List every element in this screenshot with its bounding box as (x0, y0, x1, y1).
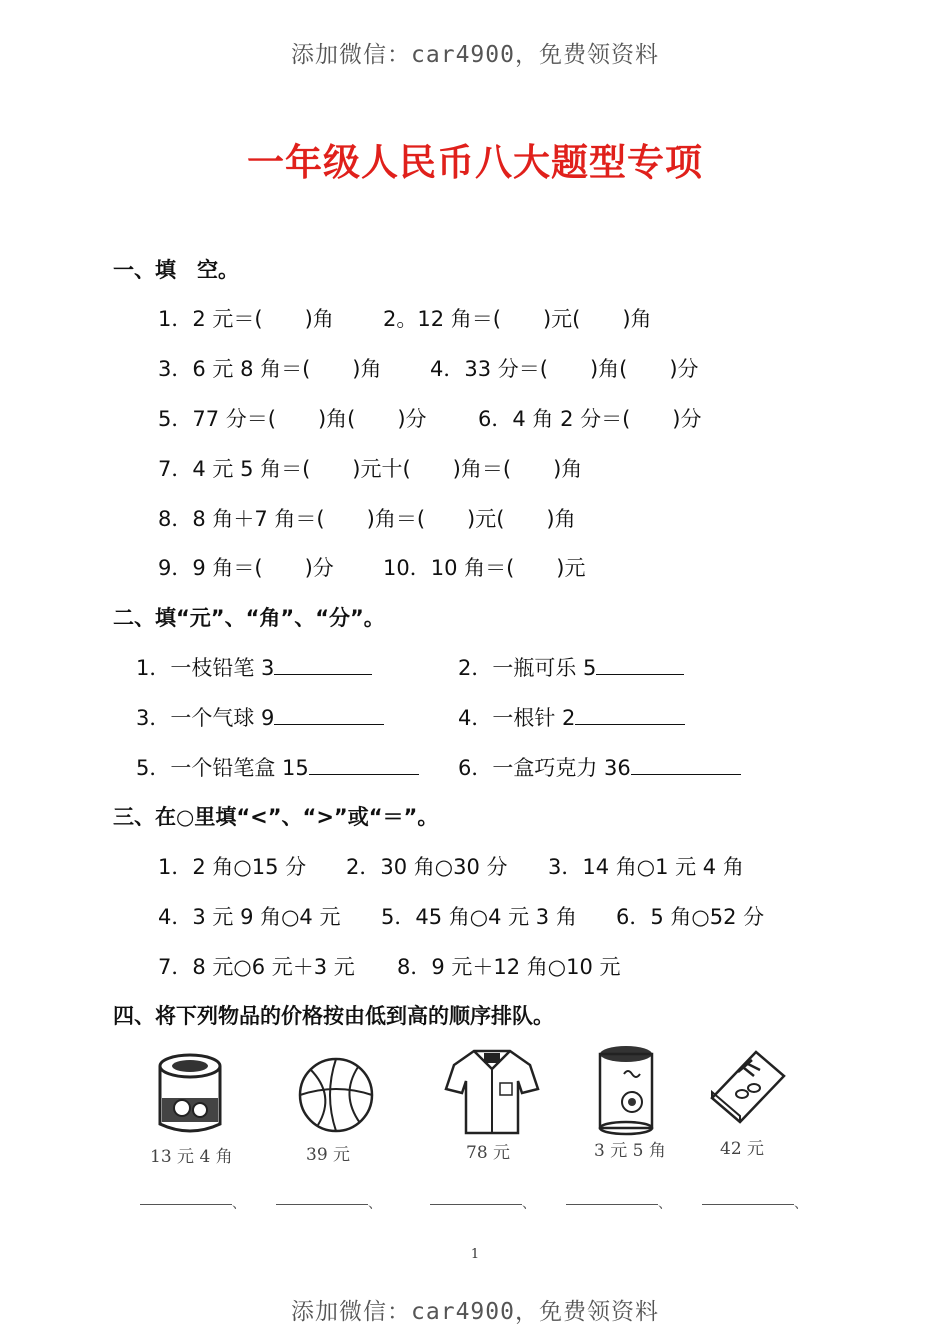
item-porridge-can (596, 1044, 656, 1136)
shirt-icon (444, 1045, 540, 1137)
question-3-8: 8．9 元＋12 角○10 元 (397, 955, 621, 979)
price-porridge-can: 3 元 5 角 (594, 1141, 666, 1161)
answer-blank[interactable] (596, 654, 684, 675)
item-medicine-box (708, 1046, 786, 1126)
question-3-7: 7．8 元○6 元＋3 元 (158, 955, 355, 979)
question-2-5-text: 5．一个铅笔盒 15 (136, 756, 309, 780)
separator: 、 (368, 1196, 382, 1212)
answer-blank[interactable] (631, 754, 741, 775)
separator: 、 (658, 1196, 672, 1212)
question-2-3 (136, 702, 384, 732)
question-3-1: 1．2 角○15 分 (158, 855, 307, 879)
medicine-box-icon (708, 1046, 786, 1126)
separator: 、 (522, 1196, 536, 1212)
question-2-1 (136, 652, 372, 682)
price-medicine-box: 42 元 (720, 1139, 765, 1159)
question-1-4: 4．33 分＝( )角( )分 (430, 357, 699, 381)
item-ball (296, 1055, 376, 1135)
price-can: 13 元 4 角 (150, 1147, 233, 1167)
question-2-5 (136, 752, 419, 782)
item-shirt (444, 1045, 540, 1137)
section-3-heading: 三、在○里填“<”、“>”或“＝”。 (113, 805, 439, 829)
question-1-2: 2。12 角＝( )元( )角 (383, 307, 652, 331)
order-slot-3[interactable] (430, 1193, 536, 1213)
watermark-top: 添加微信：car4900，免费领资料 (291, 42, 659, 68)
price-ball: 39 元 (306, 1145, 351, 1165)
question-1-5: 5．77 分＝( )角( )分 (158, 407, 427, 431)
order-slot-5[interactable] (702, 1193, 808, 1213)
order-slot-1[interactable] (140, 1193, 246, 1213)
question-2-2-text: 2．一瓶可乐 5 (458, 656, 597, 680)
item-can (152, 1048, 232, 1138)
separator: 、 (794, 1196, 808, 1212)
order-slot-4[interactable] (566, 1193, 672, 1213)
question-1-9: 9．9 角＝( )分 (158, 556, 334, 580)
question-3-3: 3．14 角○1 元 4 角 (548, 855, 744, 879)
question-1-8: 8．8 角＋7 角＝( )角＝( )元( )角 (158, 507, 576, 531)
question-3-5: 5．45 角○4 元 3 角 (381, 905, 577, 929)
answer-blank[interactable] (274, 654, 372, 675)
price-shirt: 78 元 (466, 1143, 511, 1163)
question-2-1-text: 1．一枝铅笔 3 (136, 656, 275, 680)
order-slot-2[interactable] (276, 1193, 382, 1213)
question-2-6 (458, 752, 741, 782)
question-3-2: 2．30 角○30 分 (346, 855, 508, 879)
answer-blank[interactable] (274, 704, 384, 725)
question-1-3: 3．6 元 8 角＝( )角 (158, 357, 382, 381)
question-1-6: 6．4 角 2 分＝( )分 (478, 407, 702, 431)
answer-blank[interactable] (309, 754, 419, 775)
answer-blank[interactable] (575, 704, 685, 725)
question-2-3-text: 3．一个气球 9 (136, 706, 275, 730)
watermark-bottom: 添加微信：car4900，免费领资料 (291, 1299, 659, 1325)
page-title: 一年级人民币八大题型专项 (247, 141, 703, 184)
question-1-1: 1．2 元＝( )角 (158, 307, 334, 331)
ball-icon (296, 1055, 376, 1135)
question-3-4: 4．3 元 9 角○4 元 (158, 905, 341, 929)
porridge-can-icon (596, 1044, 656, 1136)
question-3-6: 6．5 角○52 分 (616, 905, 765, 929)
question-2-2 (458, 652, 684, 682)
section-4-heading: 四、将下列物品的价格按由低到高的顺序排队。 (113, 1004, 554, 1028)
question-2-6-text: 6．一盒巧克力 36 (458, 756, 631, 780)
section-1-heading: 一、填 空。 (113, 258, 239, 282)
separator: 、 (232, 1196, 246, 1212)
question-2-4-text: 4．一根针 2 (458, 706, 576, 730)
question-2-4 (458, 702, 685, 732)
question-1-10: 10．10 角＝( )元 (383, 556, 586, 580)
can-icon (152, 1048, 232, 1138)
section-2-heading: 二、填“元”、“角”、“分”。 (113, 606, 385, 630)
question-1-7: 7．4 元 5 角＝( )元十( )角＝( )角 (158, 457, 583, 481)
page-number: 1 (470, 1247, 480, 1262)
